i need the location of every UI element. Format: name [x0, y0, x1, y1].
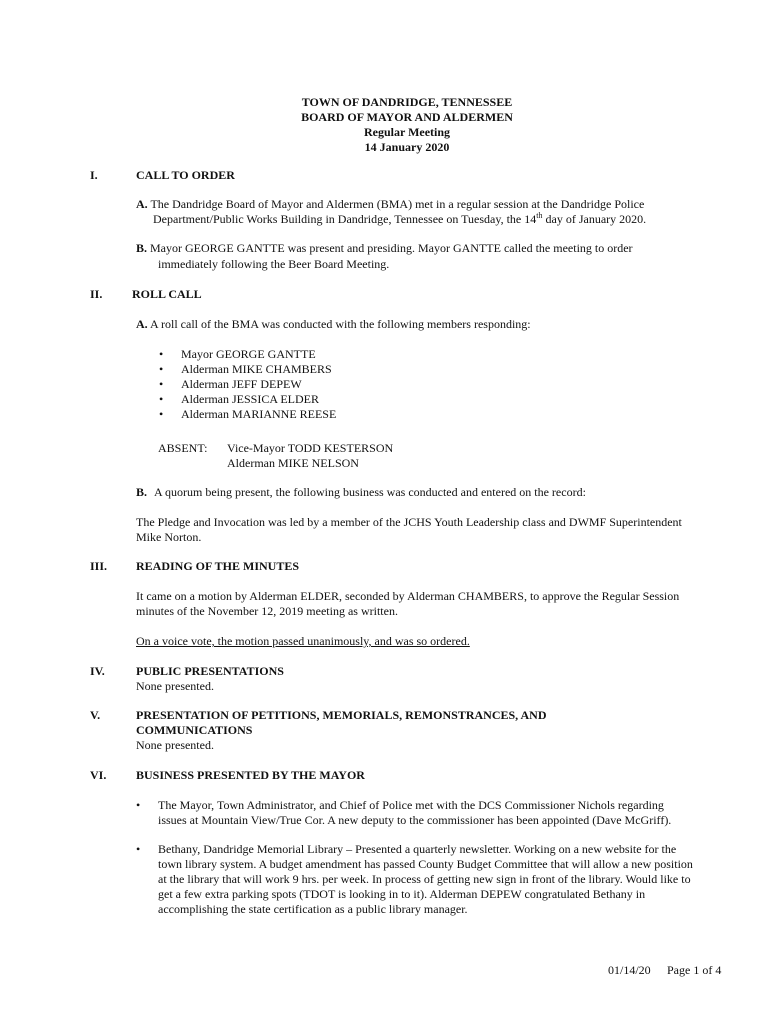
item-b-text: A quorum being present, the following business was conducted and entered on the record:	[154, 485, 586, 499]
section-3-number: III.	[90, 559, 108, 573]
item-letter: B.	[136, 485, 148, 499]
call-to-order-item-a-line2: Department/Public Works Building in Dandridge, Tennessee on Tuesday, the 14th day of January 2020.	[153, 211, 647, 226]
absent-member-2: Alderman MIKE NELSON	[227, 456, 359, 470]
meeting-date: 14 January 2020	[364, 140, 450, 154]
item-a-line1: The Dandridge Board of Mayor and Aldermen (BMA) met in a regular session at the Dandridge Police	[150, 197, 645, 211]
item-b-line1: Mayor GEORGE GANTTE was present and presiding. Mayor GANTTE called the meeting to order	[150, 241, 633, 255]
public-presentations-text: None presented.	[136, 679, 214, 693]
section-1-number: I.	[90, 168, 98, 182]
item-letter: B.	[136, 241, 148, 255]
petitions-text: None presented.	[136, 738, 214, 752]
section-4-number: IV.	[90, 664, 105, 678]
pledge-line2: Mike Norton.	[136, 530, 202, 544]
list-item: • Alderman MARIANNE REESE	[159, 407, 336, 422]
list-item: • Mayor GEORGE GANTTE	[159, 347, 336, 362]
section-5-title-line1: PRESENTATION OF PETITIONS, MEMORIALS, REMONSTRANCES, AND	[136, 708, 547, 722]
footer-date: 01/14/20	[608, 963, 651, 977]
call-to-order-item-b	[136, 241, 633, 256]
section-1-title: CALL TO ORDER	[136, 168, 235, 182]
section-5-title-line2: COMMUNICATIONS	[136, 723, 253, 737]
board-title: BOARD OF MAYOR AND ALDERMEN	[301, 110, 513, 124]
town-title: TOWN OF DANDRIDGE, TENNESSEE	[301, 95, 513, 109]
item-letter: A.	[136, 317, 148, 331]
list-item: • Alderman JEFF DEPEW	[159, 377, 336, 392]
absent-label: ABSENT:	[158, 441, 208, 455]
mayor-business-item-1: • The Mayor, Town Administrator, and Chief of Police met with the DCS Commissioner Nichols regarding issues at Mountain View/True Cor. A new deputy to the commissioner has been appointed (Dave McGriff).	[136, 798, 671, 828]
document-header	[0, 95, 770, 155]
pledge-line1: The Pledge and Invocation was led by a member of the JCHS Youth Leadership class and DWMF Superintendent	[136, 515, 682, 529]
section-2-number: II.	[90, 287, 103, 301]
list-item: • Alderman JESSICA ELDER	[159, 392, 336, 407]
absent-member-1: Vice-Mayor TODD KESTERSON	[227, 441, 394, 455]
mayor-business-item-2: • Bethany, Dandridge Memorial Library – Presented a quarterly newsletter. Working on a new website for the town library system. A budget amendment has passed County Budget Committee that will allow a new position at the library that will work 9 hrs. per week. In process of getting new sign in front of the library. Would like to get a few extra parking spots (TDOT is looking in to it). Alderman DEPEW congratulated Bethany in accomplishing the state certification as a public library manager.	[136, 842, 693, 917]
meeting-type: Regular Meeting	[363, 125, 451, 139]
section-6-number: VI.	[90, 768, 107, 782]
section-6-title: BUSINESS PRESENTED BY THE MAYOR	[136, 768, 365, 782]
minutes-motion-line2: minutes of the November 12, 2019 meeting as written.	[136, 604, 398, 618]
item-letter: A.	[136, 197, 148, 211]
footer-page-number: Page 1 of 4	[667, 963, 722, 977]
roll-call-item-a	[136, 317, 531, 332]
section-3-title: READING OF THE MINUTES	[136, 559, 300, 573]
section-2-title: ROLL CALL	[132, 287, 202, 301]
item-a-text: A roll call of the BMA was conducted with the following members responding:	[150, 317, 531, 331]
call-to-order-item-a	[136, 197, 644, 212]
roll-call-item-b	[136, 485, 586, 500]
minutes-vote-result: On a voice vote, the motion passed unanimously, and was so ordered.	[136, 634, 470, 648]
section-5-number: V.	[90, 708, 101, 722]
members-present-list	[159, 347, 336, 422]
call-to-order-item-b-line2: immediately following the Beer Board Meeting.	[158, 257, 390, 271]
section-4-title: PUBLIC PRESENTATIONS	[136, 664, 284, 678]
minutes-motion-line1: It came on a motion by Alderman ELDER, seconded by Alderman CHAMBERS, to approve the Regular Session	[136, 589, 680, 603]
list-item: • Alderman MIKE CHAMBERS	[159, 362, 336, 377]
